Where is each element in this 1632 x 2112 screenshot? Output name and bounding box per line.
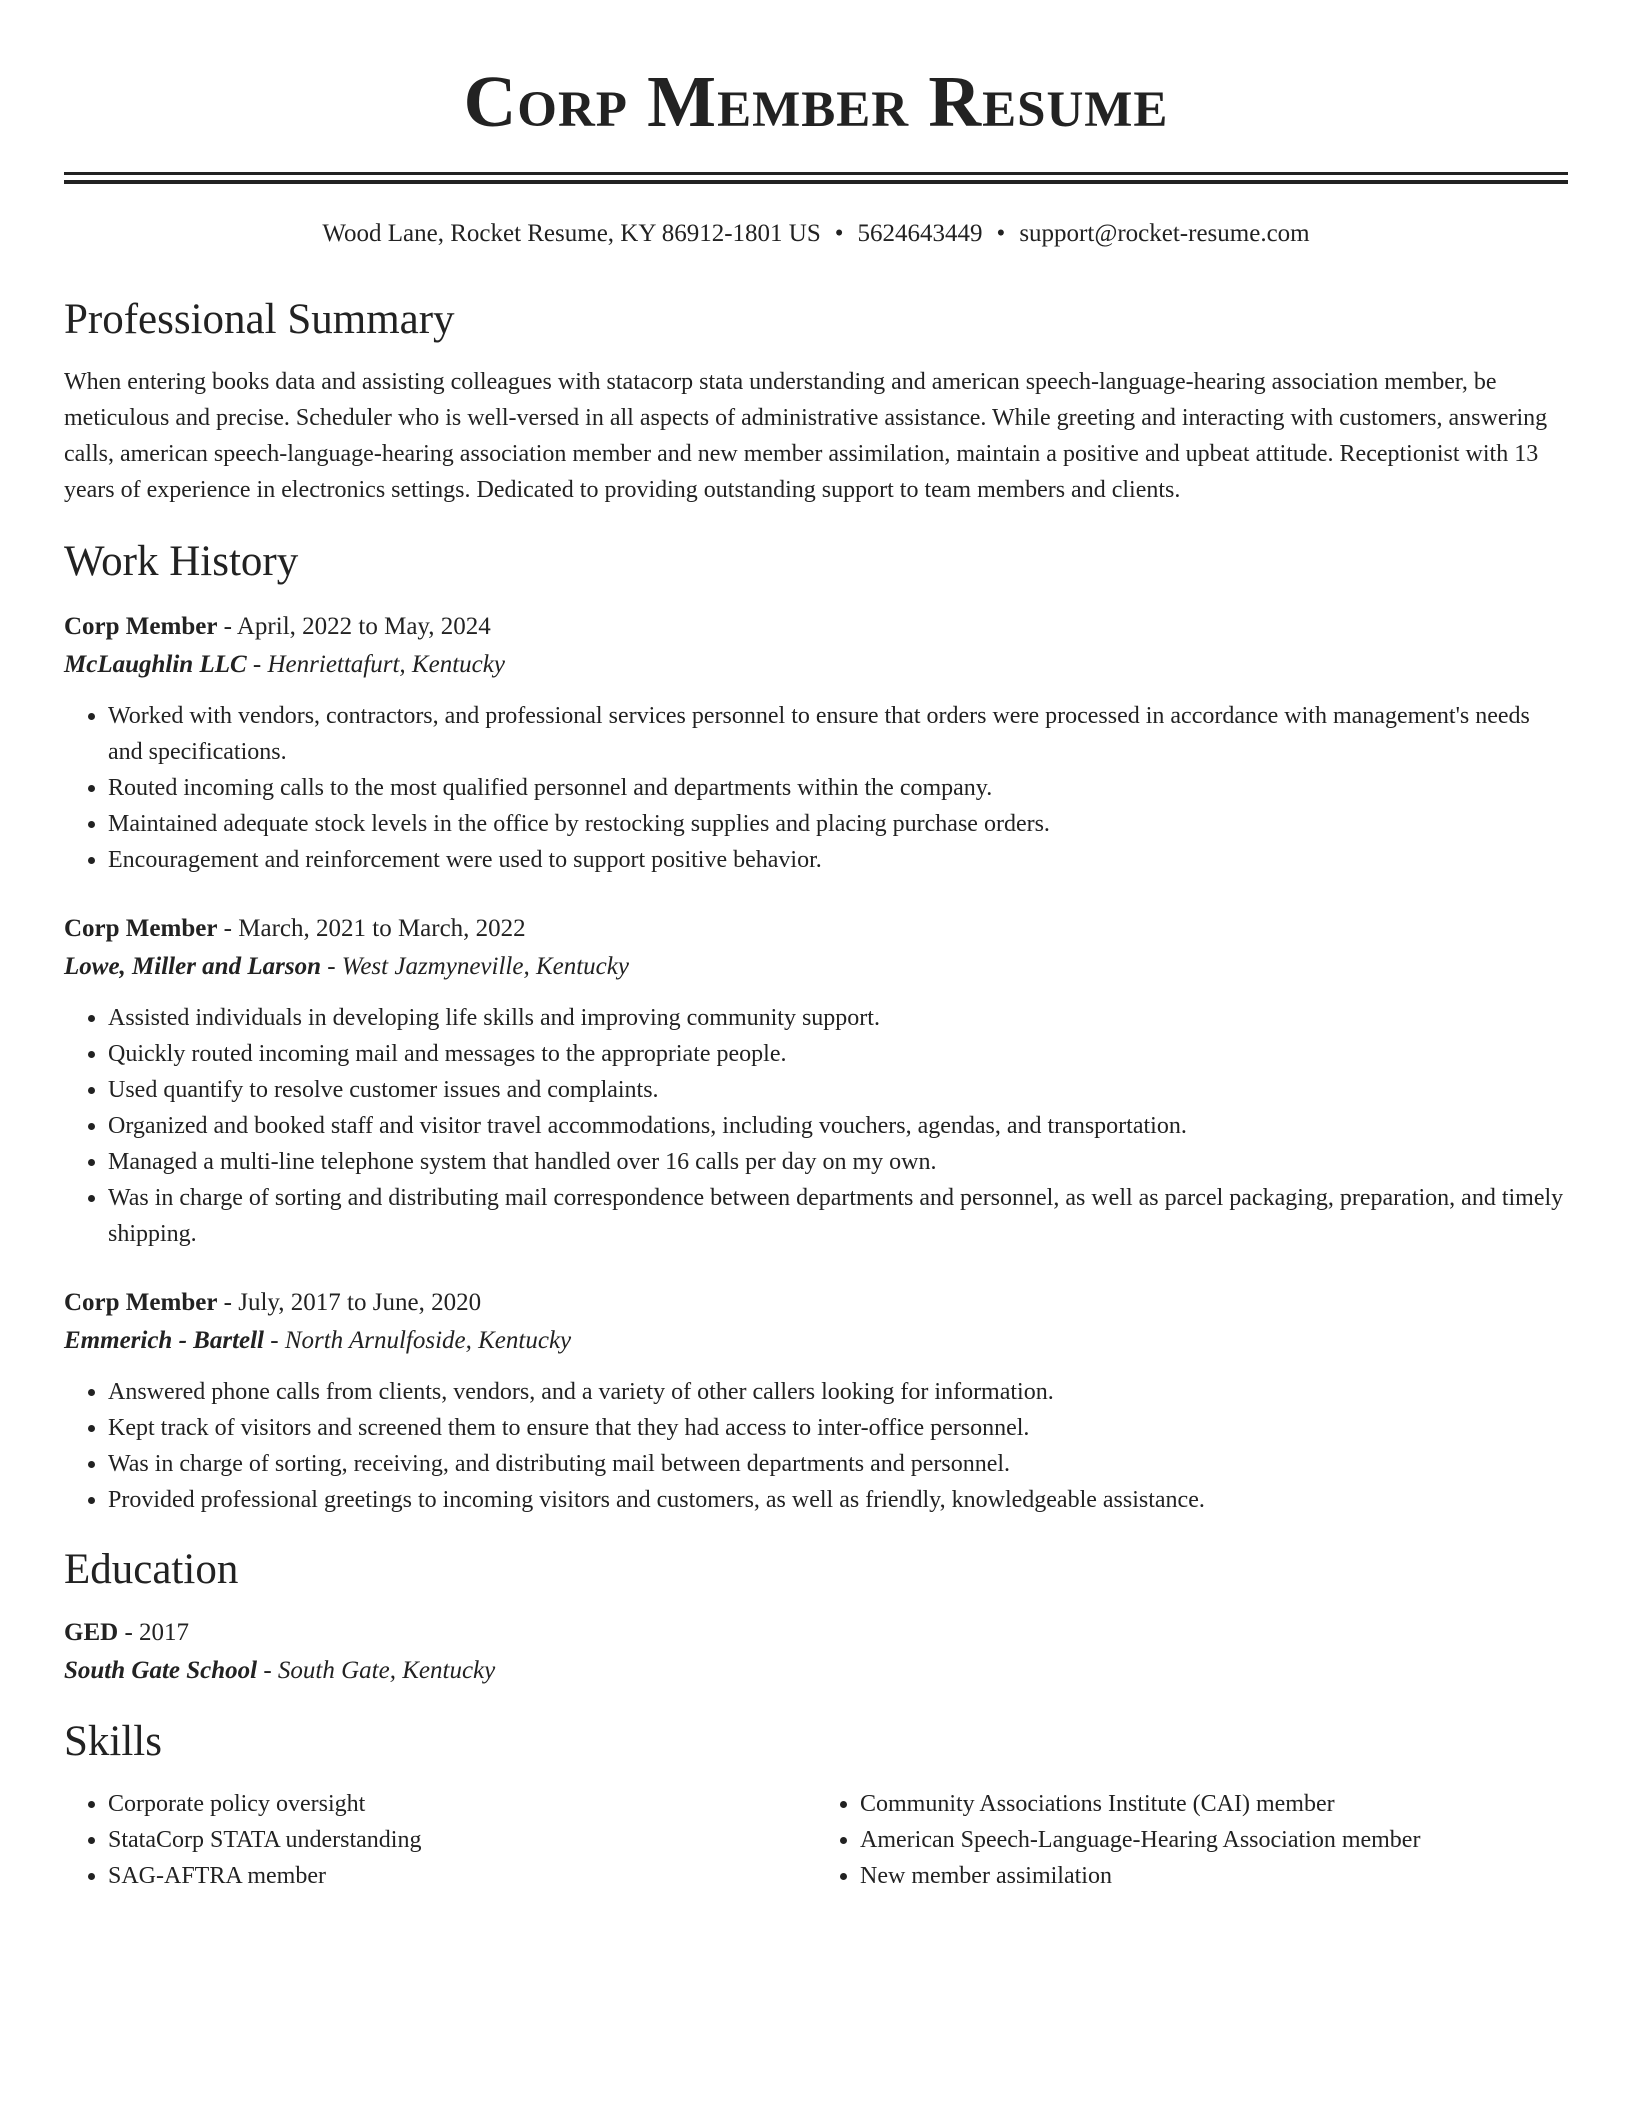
skills-list-left [64,1786,816,1894]
skill-item: • American Speech-Language-Hearing Association member [860,1822,1568,1858]
job-location: - Henriettafurt, Kentucky [246,651,505,678]
list-item: • Worked with vendors, contractors, and professional services personnel to ensure that orders were processed in accordance with management's needs and specifications. [108,698,1568,770]
job-company: McLaughlin LLC [64,651,247,678]
job-entry [64,910,1568,1252]
degree-year: - 2017 [118,1619,190,1646]
skill-item: • SAG-AFTRA member [108,1858,816,1894]
job-dates: - April, 2022 to May, 2024 [217,613,491,640]
list-item: • Encouragement and reinforcement were used to support positive behavior. [108,842,1568,878]
degree: GED [64,1619,119,1646]
job-title-line [64,910,1568,948]
job-company: Emmerich - Bartell [64,1327,264,1354]
list-item: • Was in charge of sorting and distributing mail correspondence between departments and personnel, as well as parcel packaging, preparation, and timely shipping. [108,1180,1568,1252]
list-item: • Managed a multi-line telephone system that handled over 16 calls per day on my own. [108,1144,1568,1180]
contact-separator: • [834,220,844,247]
list-item: • Used quantify to resolve customer issues and complaints. [108,1072,1568,1108]
list-item: • Assisted individuals in developing life skills and improving community support. [108,1000,1568,1036]
school-name: South Gate School [64,1657,258,1684]
list-item: • Was in charge of sorting, receiving, and distributing mail between departments and personnel. [108,1446,1568,1482]
list-item: • Maintained adequate stock levels in the office by restocking supplies and placing purchase orders. [108,806,1568,842]
contact-email: support@rocket-resume.com [1019,220,1310,247]
work-history-heading: Work History [64,538,299,585]
degree-line [64,1614,1568,1652]
list-item: • Kept track of visitors and screened them to ensure that they had access to inter-office personnel. [108,1410,1568,1446]
job-company-line [64,646,1568,684]
job-company: Lowe, Miller and Larson [64,953,321,980]
list-item: • Organized and booked staff and visitor travel accommodations, including vouchers, agendas, and transportation. [108,1108,1568,1144]
job-entry [64,608,1568,878]
job-title: Corp Member [64,1289,218,1316]
skills-heading: Skills [64,1718,162,1765]
job-duties-list [64,1000,1568,1252]
list-item: • Answered phone calls from clients, vendors, and a variety of other callers looking for information. [108,1374,1568,1410]
job-title-line [64,1284,1568,1322]
school-location: - South Gate, Kentucky [257,1657,496,1684]
job-dates: - July, 2017 to June, 2020 [217,1289,482,1316]
skill-item: • New member assimilation [860,1858,1568,1894]
job-dates: - March, 2021 to March, 2022 [217,915,526,942]
education-heading: Education [64,1546,239,1593]
contact-address: Wood Lane, Rocket Resume, KY 86912-1801 US [322,220,821,247]
job-location: - West Jazmyneville, Kentucky [320,953,629,980]
contact-line [64,218,1568,250]
job-duties-list [64,1374,1568,1518]
list-item: • Provided professional greetings to incoming visitors and customers, as well as friendly, knowledgeable assistance. [108,1482,1568,1518]
resume-title: Corp Member Resume [463,61,1169,142]
contact-separator: • [996,220,1006,247]
summary-text: When entering books data and assisting colleagues with statacorp stata understanding and american speech-language-hearing association member, be meticulous and precise. Scheduler who is well-versed in all aspects of administrative assistance. While greeting and interacting with customers, answering calls, american speech-language-hearing association member and new member assimilation, maintain a positive and upbeat attitude. Receptionist with 13 years of experience in electronics settings. Dedicated to providing outstanding support to team members and clients. [64,369,1548,503]
education-entry [64,1614,1568,1690]
job-company-line [64,1322,1568,1360]
school-line [64,1652,1568,1690]
job-entry [64,1284,1568,1518]
skill-item: • Corporate policy oversight [108,1786,816,1822]
list-item: • Quickly routed incoming mail and messages to the appropriate people. [108,1036,1568,1072]
list-item: • Routed incoming calls to the most qualified personnel and departments within the company. [108,770,1568,806]
summary-heading: Professional Summary [64,296,455,343]
skills-list-right [816,1786,1568,1894]
job-company-line [64,948,1568,986]
job-duties-list [64,698,1568,878]
job-title-line [64,608,1568,646]
skill-item: • StataCorp STATA understanding [108,1822,816,1858]
skill-item: • Community Associations Institute (CAI) member [860,1786,1568,1822]
job-title: Corp Member [64,613,218,640]
job-location: - North Arnulfoside, Kentucky [264,1327,572,1354]
title-double-rule [64,172,1568,184]
job-title: Corp Member [64,915,218,942]
skills-columns [64,1786,1568,1894]
contact-phone: 5624643449 [857,220,983,247]
